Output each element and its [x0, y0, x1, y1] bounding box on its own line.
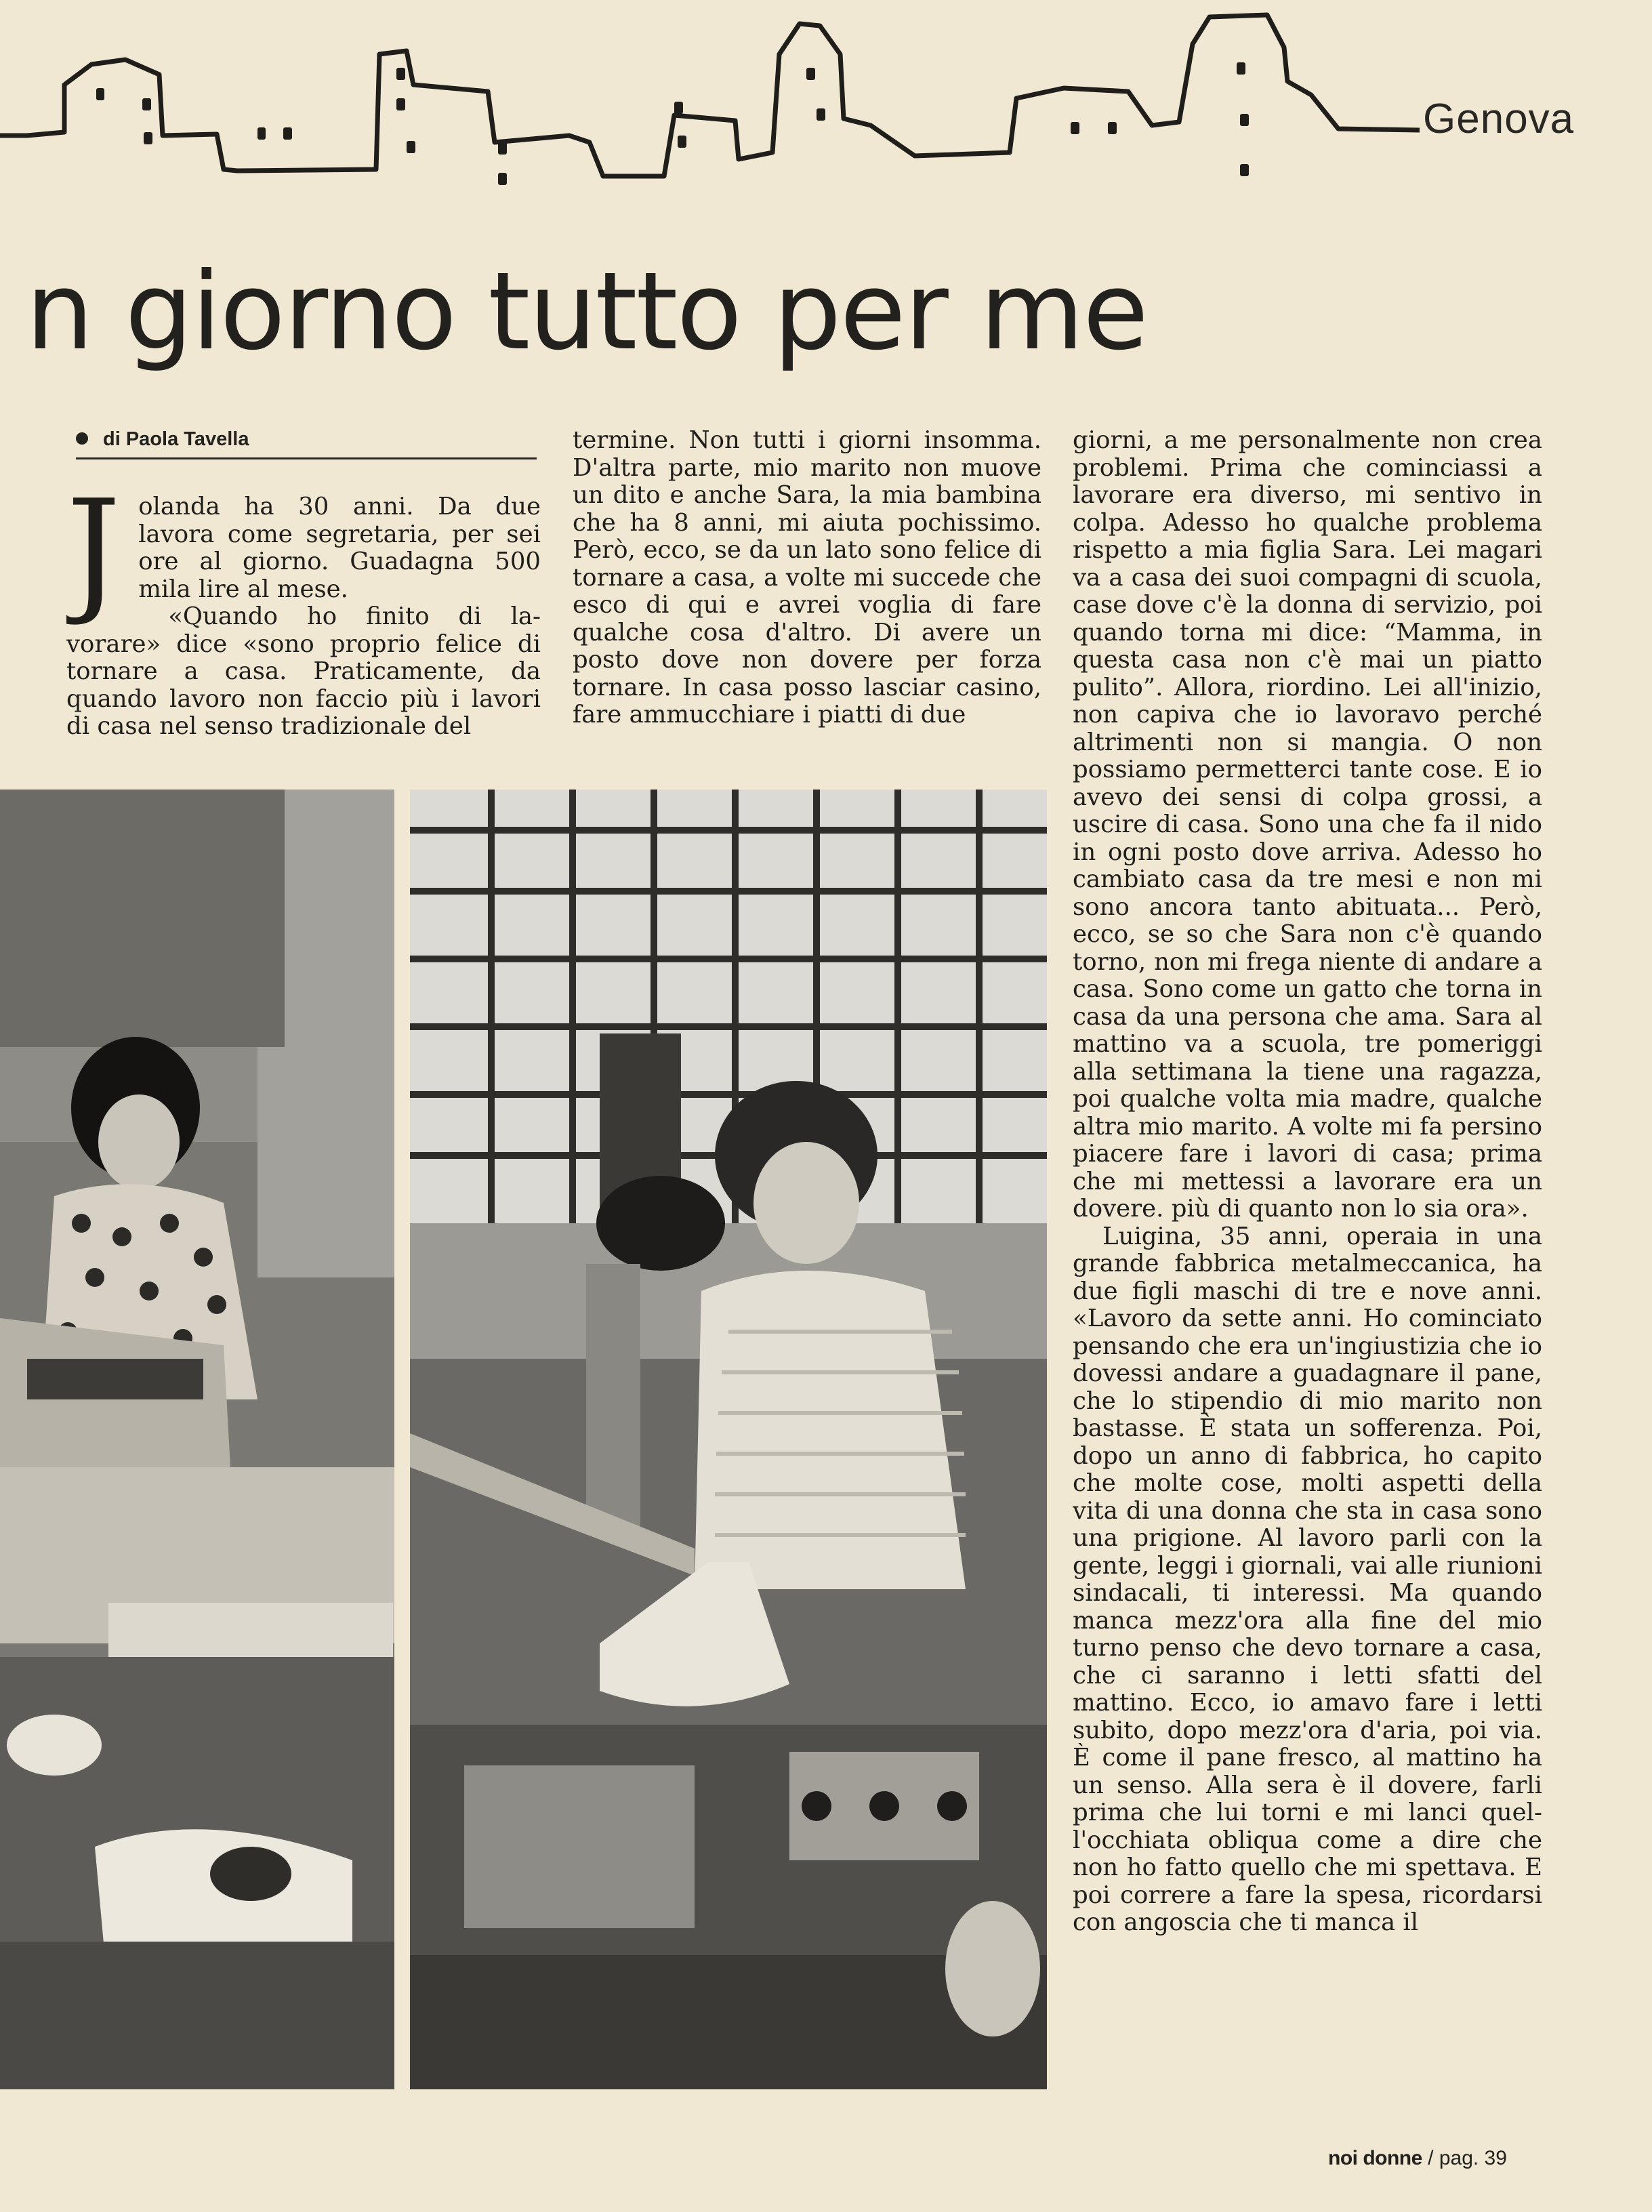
article-column-1: [66, 493, 541, 764]
byline: [76, 428, 537, 459]
factory-worker-photo: [410, 790, 1047, 2089]
page-footer: [1328, 2147, 1507, 2170]
drop-cap: J: [66, 493, 121, 629]
page-number: / pag. 39: [1428, 2147, 1507, 2169]
article-column-3: [1073, 427, 1542, 2121]
article-column-2: [573, 427, 1041, 766]
paragraph-text: olanda ha 30 anni. Da due lavora come segretaria, per sei ore al giorno. Guadagna 500 mila lire al mese.: [138, 493, 541, 603]
bullet-icon: [76, 432, 88, 445]
paragraph: [66, 493, 541, 629]
article-title: n giorno tutto per me: [26, 249, 1148, 374]
section-label: Genova: [1423, 96, 1575, 142]
byline-text: di Paola Tavella: [103, 428, 249, 450]
paragraph: termine. Non tutti i giorni insomma. D'altra parte, mio marito non muove un dito e anche Sara, la mia bambina che ha 8 anni, mi aiuta pochissimo. Però, ecco, se da un lato sono felice di tornare a casa, a volte mi succede che esco di qui e avrei voglia di fare qualche cosa d'altro. Di avere un posto dove non dovere per forza tornare. In casa posso lasciar casino, fare ammucchiare i piatti di due: [573, 427, 1041, 729]
office-typist-photo: [0, 790, 394, 2089]
paragraph: «Quando ho finito di lavorare» dice «sono proprio felice di tornare a casa. Praticamente, da quando lavoro non faccio più i lavori di casa nel senso tradizionale del: [66, 602, 541, 740]
magazine-name: noi donne: [1328, 2147, 1422, 2169]
city-skyline-icon: [0, 0, 1652, 203]
paragraph: giorni, a me personalmente non crea problemi. Prima che cominciassi a lavorare era diverso, mi sentivo in colpa. Adesso ho qualche problema rispetto a mia figlia Sara. Lei magari va a casa dei suoi compagni di scuola, case dove c'è la donna di servizio, poi quando torna mi dice: “Mamma, in questa casa non c'è mai un piatto pulito”. Allora, riordino. Lei all'inizio, non capiva che io lavoravo perché altrimenti non si mangia. O non possiamo permetterci tante cose. E io avevo dei sensi di colpa grossi, a uscire di casa. Sono una che fa il nido in ogni posto dove arriva. Adesso ho cambiato casa da tre mesi e non mi sono ancora tanto abituata... Però, ecco, se so che Sara non c'è quando torno, non mi frega niente di andare a casa. Sono come un gatto che torna in casa da una persona che ama. Sara al mattino va a scuola, tre pomeriggi alla settimana la tiene una ragazza, poi qualche volta mia madre, qualche altra mio marito. A volte mi fa persino piacere fare i lavori di casa; prima che mi mettessi a lavorare era un dovere. più di quanto non lo sia ora».: [1073, 427, 1542, 1223]
paragraph: Luigina, 35 anni, operaia in una grande fabbrica metalmeccanica, ha due figli maschi di tre e nove anni. «Lavoro da sette anni. Ho cominciato pensando che era un'ingiustizia che io dovessi andare a guadagnare il pane, che lo stipendio di mio marito non bastasse. È stata un sofferenza. Poi, dopo un anno di fabbrica, ho capito che molte cose, molti aspetti della vita di una donna che sta in casa sono una prigione. Al lavoro parli con la gente, leggi i giornali, vai alle riunioni sindacali, ti interessi. Ma quando manca mezz'ora alla fine del mio turno penso che devo tornare a casa, che ci saranno i letti sfatti del mattino. Ecco, io amavo fare i letti subito, dopo mezz'ora d'aria, poi via. È come il pane fresco, al mattino ha un senso. Alla sera è il dovere, farli prima che lui torni e mi lanci quell'occhiata obliqua come a dire che non ho fatto quello che mi spettava. E poi correre a fare la spesa, ricordarsi con angoscia che ti manca il: [1073, 1222, 1542, 1936]
